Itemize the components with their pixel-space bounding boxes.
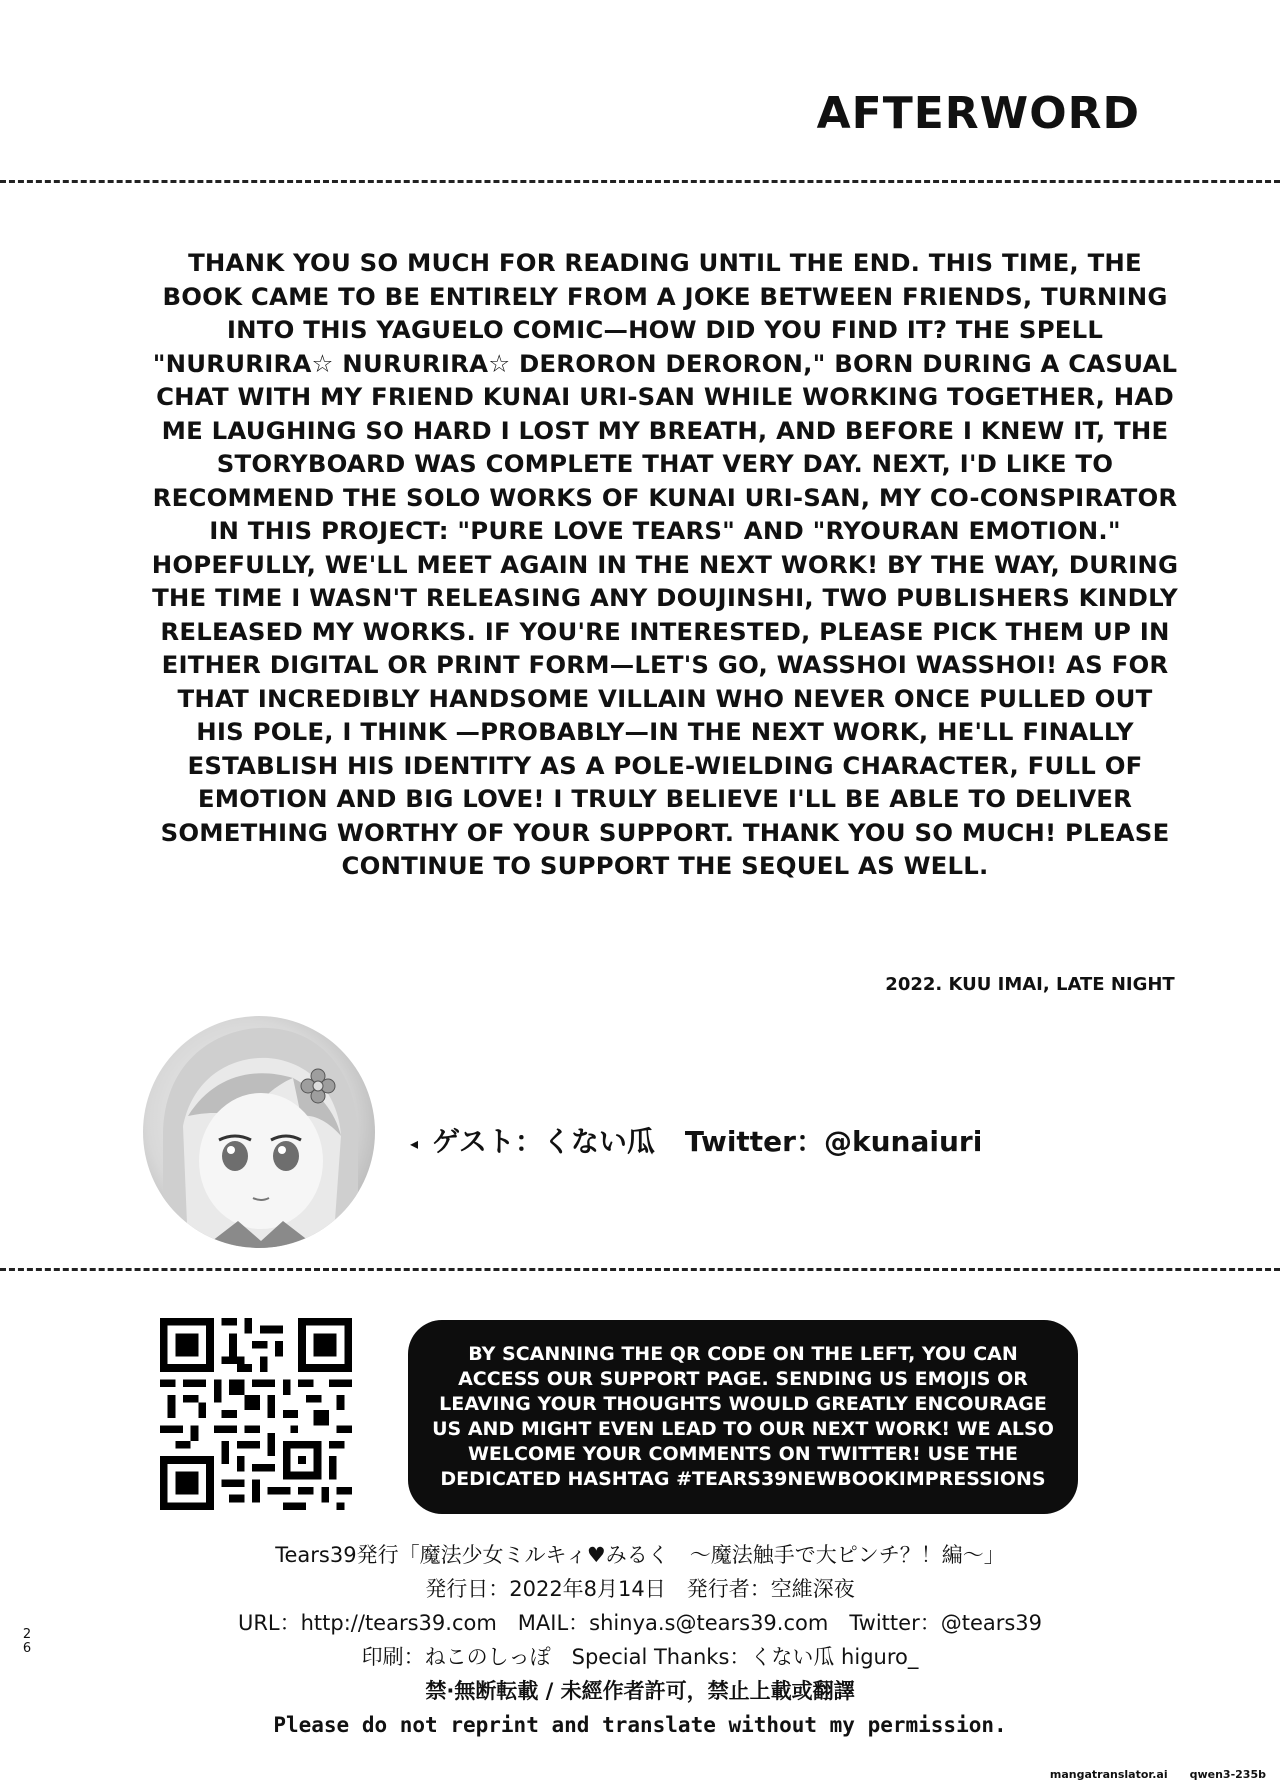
top-dashed-divider xyxy=(0,180,1280,183)
footer-site: mangatranslator.ai xyxy=(1049,1768,1168,1781)
colophon-printing-thanks: 印刷：ねこのしっぽ Special Thanks：くない瓜 higuro_ xyxy=(361,1645,919,1669)
guest-avatar xyxy=(143,1016,375,1248)
arrow-left-icon: ◂ xyxy=(410,1133,419,1153)
support-message-bubble xyxy=(408,1320,1078,1514)
footer-model: qwen3-235b xyxy=(1189,1768,1266,1781)
support-message: BY SCANNING THE QR CODE ON THE LEFT, YOU CAN ACCESS OUR SUPPORT PAGE. SENDING US EMOJIS OR LEAVING YOUR THOUGHTS WOULD GREATLY ENCOURAGE US AND MIGHT EVEN LEAD TO OUR NEXT WORK! WE ALSO WELCOME YOUR COMMENTS ON TWITTER! USE THE DEDICATED HASHTAG #TEARS39NEWBOOKIMPRESSIONS xyxy=(432,1343,1054,1490)
colophon-date-publisher: 発行日：2022年8月14日 発行者：空維深夜 xyxy=(425,1577,855,1601)
page-number-value: 2 6 xyxy=(22,1627,32,1656)
guest-twitter-handle[interactable]: Twitter：@kunaiuri xyxy=(684,1125,983,1158)
colophon-publication: Tears39発行「魔法少女ミルキィ♥みるく ～魔法触手で大ピンチ？！編～」 xyxy=(275,1543,1005,1567)
qr-code-icon[interactable] xyxy=(160,1318,352,1510)
signature: 2022. KUU IMAI, LATE NIGHT xyxy=(885,974,1175,995)
colophon-contact: URL：http://tears39.com MAIL：shinya.s@tears39.com Twitter：@tears39 xyxy=(237,1611,1043,1635)
page-title: AFTERWORD xyxy=(816,88,1140,139)
afterword-body: THANK YOU SO MUCH FOR READING UNTIL THE END. THIS TIME, THE BOOK CAME TO BE ENTIRELY FROM A JOKE BETWEEN FRIENDS, TURNING INTO THIS YAGUELO COMIC—HOW DID YOU FIND IT? THE SPELL "NURURIRA☆ NURURIRA☆ DERORON DERORON," BORN DURING A CASUAL CHAT WITH MY FRIEND KUNAI URI-SAN WHILE WORKING TOGETHER, HAD ME LAUGHING SO HARD I LOST MY BREATH, AND BEFORE I KNEW IT, THE STORYBOARD WAS COMPLETE THAT VERY DAY. NEXT, I'D LIKE TO RECOMMEND THE SOLO WORKS OF KUNAI URI-SAN, MY CO-CONSPIRATOR IN THIS PROJECT: "PURE LOVE TEARS" AND "RYOURAN EMOTION." HOPEFULLY, WE'LL MEET AGAIN IN THE NEXT WORK! BY THE WAY, DURING THE TIME I WASN'T RELEASING ANY DOUJINSHI, TWO PUBLISHERS KINDLY RELEASED MY WORKS. IF YOU'RE INTERESTED, PLEASE PICK THEM UP IN EITHER DIGITAL OR PRINT FORM—LET'S GO, WASSHOI WASSHOI! AS FOR THAT INCREDIBLY HANDSOME VILLAIN WHO NEVER ONCE PULLED OUT HIS POLE, I THINK —PROBABLY—IN THE NEXT WORK, HE'LL FINALLY ESTABLISH HIS IDENTITY AS A POLE-WIELDING CHARACTER, FULL OF EMOTION AND BIG LOVE! I TRULY BELIEVE I'LL BE ABLE TO DELIVER SOMETHING WORTHY OF YOUR SUPPORT. THANK YOU SO MUCH! PLEASE CONTINUE TO SUPPORT THE SEQUEL AS WELL. xyxy=(151,248,1179,880)
colophon-no-reprint-en: Please do not reprint and translate without my permission. xyxy=(273,1713,1007,1737)
guest-label: ゲスト：くない瓜 xyxy=(432,1125,655,1158)
watermark-footer xyxy=(1028,1768,1266,1781)
bottom-dashed-divider xyxy=(0,1268,1280,1271)
colophon-no-reprint-cjk: 禁·無断転載 / 未經作者許可，禁止上載或翻譯 xyxy=(425,1679,855,1703)
guest-credit xyxy=(410,1120,1010,1160)
guest-portrait-icon xyxy=(143,1016,375,1248)
colophon xyxy=(120,1538,1160,1742)
page-number xyxy=(20,1628,34,1656)
